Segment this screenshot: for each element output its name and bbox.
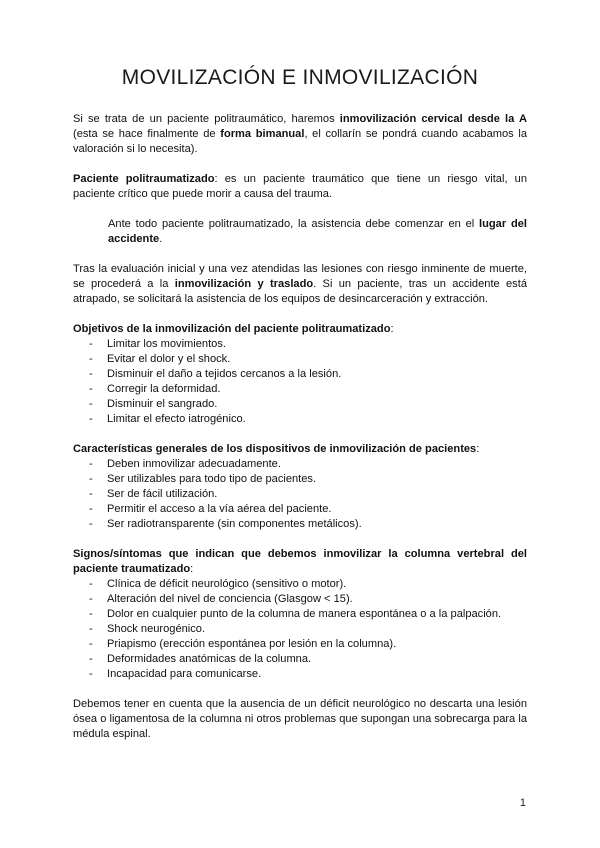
intro-text-3: , el collarín se pondrá cuando acabamos la valoración si lo necesita). — [73, 128, 527, 155]
list-item: - Disminuir el daño a tejidos cercanos a la lesión. — [73, 367, 527, 382]
list-item: - Limitar los movimientos. — [73, 337, 527, 352]
objectives-colon: : — [390, 323, 394, 335]
characteristics-heading — [73, 442, 527, 457]
intro-bold-2: forma bimanual — [220, 128, 305, 140]
signs-colon: : — [190, 563, 194, 575]
intro-text-1: Si se trata de un paciente politraumático, haremos — [73, 113, 340, 125]
characteristics-heading-text: Características generales de los dispositivos de inmovilización de pacientes — [73, 443, 477, 455]
characteristics-colon: : — [476, 443, 480, 455]
list-item: - Permitir el acceso a la vía aérea del paciente. — [73, 502, 527, 517]
list-item: - Ser utilizables para todo tipo de pacientes. — [73, 472, 527, 487]
objectives-heading — [73, 322, 527, 337]
quote-paragraph — [108, 217, 527, 247]
list-item: - Ser radiotransparente (sin componentes metálicos). — [73, 517, 527, 532]
list-item: - Alteración del nivel de conciencia (Glasgow < 15). — [73, 592, 527, 607]
intro-text-2: (esta se hace finalmente de — [73, 128, 221, 140]
signs-heading — [73, 547, 527, 577]
quote-end: . — [159, 233, 163, 245]
evaluation-text-2: . Si un paciente, tras un accidente está atrapado, se solicitará la asistencia de los equipos de desincarceración y extracción. — [73, 278, 527, 305]
list-item: - Clínica de déficit neurológico (sensitivo o motor). — [73, 577, 527, 592]
list-item: - Shock neurogénico. — [73, 622, 527, 637]
characteristics-list — [73, 457, 527, 532]
intro-bold-1: inmovilización cervical desde la A — [339, 113, 527, 125]
signs-heading-text: Signos/síntomas que indican que debemos inmovilizar la columna vertebral del paciente traumatizado — [73, 548, 527, 575]
page-content — [73, 112, 527, 742]
quote-text: Ante todo paciente politraumatizado, la asistencia debe comenzar en el — [108, 218, 480, 230]
quote-bold: lugar del accidente — [108, 218, 527, 245]
list-item: - Disminuir el sangrado. — [73, 397, 527, 412]
signs-list — [73, 577, 527, 682]
definition-text: : es un paciente traumático que tiene un riesgo vital, un paciente crítico que puede morir a causa del trauma. — [73, 173, 527, 200]
list-item: - Dolor en cualquier punto de la columna de manera espontánea o a la palpación. — [73, 607, 527, 622]
evaluation-bold: inmovilización y traslado — [174, 278, 314, 290]
list-item: - Corregir la deformidad. — [73, 382, 527, 397]
list-item: - Ser de fácil utilización. — [73, 487, 527, 502]
list-item: - Deben inmovilizar adecuadamente. — [73, 457, 527, 472]
closing-paragraph: Debemos tener en cuenta que la ausencia de un déficit neurológico no descarta una lesión ósea o ligamentosa de la columna ni otros problemas que supongan una sobrecarga para la médula espinal. — [73, 698, 527, 740]
definition-term: Paciente politraumatizado — [73, 173, 215, 185]
page-title: MOVILIZACIÓN E INMOVILIZACIÓN — [121, 66, 479, 89]
objectives-heading-text: Objetivos de la inmovilización del paciente politraumatizado — [73, 323, 391, 335]
list-item: - Evitar el dolor y el shock. — [73, 352, 527, 367]
definition-paragraph — [73, 172, 527, 202]
page-number: 1 — [519, 797, 526, 809]
intro-paragraph — [73, 112, 527, 157]
evaluation-text-1: Tras la evaluación inicial y una vez atendidas las lesiones con riesgo inminente de muerte, se procederá a la — [73, 263, 527, 290]
list-item: - Incapacidad para comunicarse. — [73, 667, 527, 682]
list-item: - Priapismo (erección espontánea por lesión en la columna). — [73, 637, 527, 652]
list-item: - Limitar el efecto iatrogénico. — [73, 412, 527, 427]
evaluation-paragraph — [73, 262, 527, 307]
objectives-list — [73, 337, 527, 427]
list-item: - Deformidades anatómicas de la columna. — [73, 652, 527, 667]
